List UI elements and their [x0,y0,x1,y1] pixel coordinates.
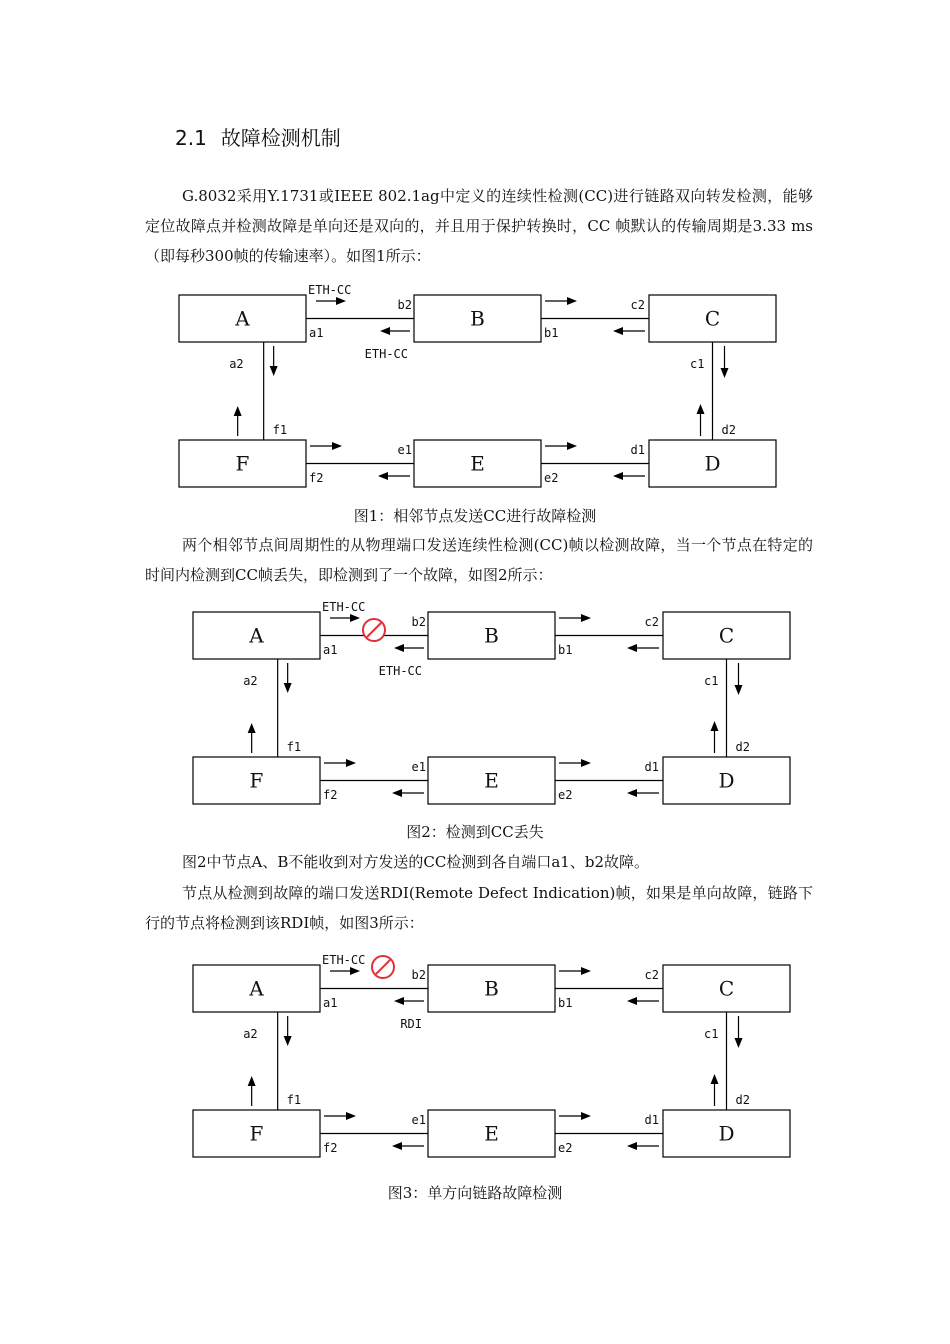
port-f2-label: f2 [323,1141,338,1155]
frame-top-label: ETH-CC [308,283,352,297]
arrow-b-to-a [394,644,424,652]
port-e1-label: e1 [411,1113,426,1127]
arrow-d-to-e [627,789,659,797]
figure-3-caption: 图3：单方向链路故障检测 [387,1184,563,1202]
fault-icon [372,956,394,978]
node-a-label: A [249,623,264,648]
port-d1-label: d1 [644,1113,659,1127]
arrow-a-to-b [316,297,346,305]
port-e2-label: e2 [544,471,559,485]
port-a2-label: a2 [243,674,258,688]
port-e2-label: e2 [558,788,573,802]
paragraph-4: 节点从检测到故障的端口发送RDI(Remote Defect Indication)帧，如果是单向故障，链路下行的节点将检测到该RDI帧，如图3所示： [145,884,813,932]
frame-top-label: ETH-CC [322,600,366,614]
port-d1-label: d1 [644,760,659,774]
port-d1-label: d1 [630,443,645,457]
port-f1-label: f1 [286,1093,302,1107]
arrow-f-to-e [324,759,356,767]
node-e-label: E [484,768,499,793]
section-heading [175,122,341,151]
node-d-label: D [718,1121,735,1146]
port-b1-label: b1 [544,326,559,340]
port-a1-label: a1 [309,326,324,340]
node-e-label: E [484,1121,499,1146]
node-d-label: D [704,451,721,476]
frame-bottom-label: ETH-CC [378,664,422,678]
port-c1-label: c1 [690,357,705,371]
port-b1-label: b1 [558,996,573,1010]
arrow-b-to-c [559,614,591,622]
node-c-label: C [718,623,735,648]
port-c2-label: c2 [630,298,645,312]
arrow-f-to-e [310,442,342,450]
port-d2-label: d2 [735,740,750,754]
arrow-a-to-f [284,1016,292,1046]
paragraph-3: 图2中节点A、B不能收到对方发送的CC检测到各自端口a1、b2故障。 [182,853,649,871]
node-f-label: F [249,768,264,793]
arrow-e-to-f [378,472,410,480]
port-c2-label: c2 [644,615,659,629]
arrow-e-to-d [559,759,591,767]
port-a1-label: a1 [323,996,338,1010]
fault-icon [363,619,385,641]
node-a-label: A [235,306,250,331]
arrow-c-to-b [627,997,659,1005]
arrow-d-to-c [697,404,705,436]
port-b2-label: b2 [411,968,426,982]
port-f2-label: f2 [309,471,324,485]
section-number: 2.1 [175,126,207,150]
node-c-label: C [718,976,735,1001]
figure-1-diagram [0,285,950,485]
arrow-d-to-c [711,721,719,753]
node-e-label: E [470,451,485,476]
node-f-label: F [235,451,250,476]
port-f1-label: f1 [272,423,288,437]
arrow-d-to-c [711,1074,719,1106]
arrow-a-to-b [330,967,360,975]
port-a2-label: a2 [243,1027,258,1041]
arrow-c-to-d [721,346,729,378]
frame-top-label: ETH-CC [322,953,366,967]
port-c2-label: c2 [644,968,659,982]
port-c1-label: c1 [704,1027,719,1041]
figure-2-caption: 图2：检测到CC丢失 [406,823,544,841]
arrow-e-to-f [392,789,424,797]
node-b-label: B [484,976,499,1001]
arrow-a-to-f [270,346,278,376]
arrow-e-to-d [545,442,577,450]
port-e1-label: e1 [411,760,426,774]
port-d2-label: d2 [721,423,736,437]
arrow-c-to-b [627,644,659,652]
arrow-d-to-e [613,472,645,480]
port-d2-label: d2 [735,1093,750,1107]
frame-bottom-label: RDI [400,1017,422,1031]
node-f-label: F [249,1121,264,1146]
figure-1-caption: 图1：相邻节点发送CC进行故障检测 [353,507,597,525]
arrow-f-to-a [248,1076,256,1106]
port-e1-label: e1 [397,443,412,457]
arrow-b-to-a [394,997,424,1005]
figure-3-diagram [0,955,950,1160]
node-b-label: B [470,306,485,331]
arrow-b-to-c [545,297,577,305]
port-b2-label: b2 [397,298,412,312]
arrow-f-to-a [248,723,256,753]
node-c-label: C [704,306,721,331]
arrow-c-to-d [735,1016,743,1048]
port-c1-label: c1 [704,674,719,688]
arrow-e-to-f [392,1142,424,1150]
node-b-label: B [484,623,499,648]
paragraph-1: G.8032采用Y.1731或IEEE 802.1ag中定义的连续性检测(CC)进行链路双向转发检测，能够定位故障点并检测故障是单向还是双向的，并且用于保护转换时，CC 帧默认的传输周期是3.33 ms（即每秒300帧的传输速率）。如图1所示： [145,187,813,265]
port-b2-label: b2 [411,615,426,629]
arrow-e-to-d [559,1112,591,1120]
port-e2-label: e2 [558,1141,573,1155]
arrow-f-to-a [234,406,242,436]
port-f2-label: f2 [323,788,338,802]
arrow-f-to-e [324,1112,356,1120]
section-title: 故障检测机制 [220,126,341,150]
arrow-a-to-b [330,614,360,622]
port-b1-label: b1 [558,643,573,657]
port-a2-label: a2 [229,357,244,371]
arrow-c-to-d [735,663,743,695]
arrow-d-to-e [627,1142,659,1150]
node-a-label: A [249,976,264,1001]
node-d-label: D [718,768,735,793]
arrow-a-to-f [284,663,292,693]
port-a1-label: a1 [323,643,338,657]
port-f1-label: f1 [286,740,302,754]
frame-bottom-label: ETH-CC [364,347,408,361]
arrow-b-to-c [559,967,591,975]
arrow-b-to-a [380,327,410,335]
paragraph-2: 两个相邻节点间周期性的从物理端口发送连续性检测(CC)帧以检测故障，当一个节点在特定的时间内检测到CC帧丢失，即检测到了一个故障，如图2所示： [145,536,813,584]
figure-2-diagram [0,602,950,807]
arrow-c-to-b [613,327,645,335]
